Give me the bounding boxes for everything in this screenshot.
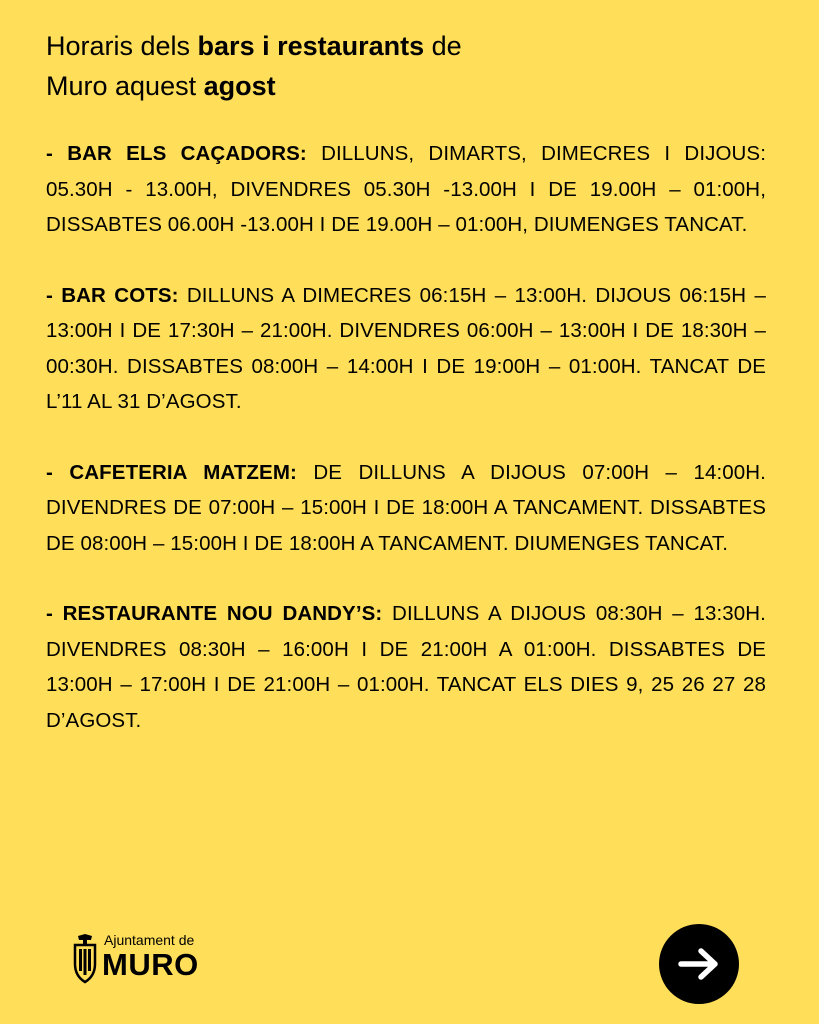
schedule-entry bbox=[46, 455, 766, 562]
title-highlight: bars i restaurants bbox=[197, 31, 425, 61]
venue-name: - RESTAURANTE NOU DANDY’S: bbox=[46, 602, 383, 625]
crest-icon bbox=[72, 934, 98, 984]
venue-name: - BAR COTS: bbox=[46, 283, 179, 307]
venue-hours: DILLUNS A DIMECRES 06:15H – 13:00H. DIJOUS 06:15H – 13:00H I DE 17:30H – 21:00H. DIVENDRES 06:00H – 13:00H I DE 18:30H – 00:30H. DISSABTES 08:00H – 14:00H I DE 19:00H – 01:00H. TANCAT DE L’11 AL 31 D’AGOST. bbox=[46, 283, 766, 413]
ajuntament-logo bbox=[70, 930, 240, 986]
next-button[interactable] bbox=[659, 924, 739, 1004]
title-part: Muro aquest bbox=[46, 71, 204, 101]
venue-name: - BAR ELS CAÇADORS: bbox=[46, 142, 307, 165]
venue-hours: DILLUNS, DIMARTS, DIMECRES I DIJOUS: 05.30H - 13.00H, DIVENDRES 05.30H -13.00H I DE 19.00H – 01:00H, DISSABTES 06.00H -13.00H I DE 19.00H – 01:00H, DIUMENGES TANCAT. bbox=[46, 142, 766, 236]
schedule-entry bbox=[46, 596, 766, 738]
logo-subtitle: Ajuntament de bbox=[104, 932, 195, 948]
title-part: Horaris dels bbox=[46, 31, 198, 61]
logo-title: MURO bbox=[102, 947, 199, 982]
schedule-entry bbox=[46, 136, 766, 243]
schedule-list bbox=[46, 136, 766, 773]
title-highlight: agost bbox=[203, 71, 276, 101]
schedule-entry bbox=[46, 278, 766, 420]
arrow-right-icon bbox=[677, 946, 721, 982]
venue-name: - CAFETERIA MATZEM: bbox=[46, 460, 297, 484]
venue-hours: DILLUNS A DIJOUS 08:30H – 13:30H. DIVENDRES 08:30H – 16:00H I DE 21:00H A 01:00H. DISSABTES DE 13:00H – 17:00H I DE 21:00H – 01:00H. TANCAT ELS DIES 9, 25 26 27 28 D’AGOST. bbox=[46, 602, 766, 732]
title-part: de bbox=[424, 31, 462, 61]
venue-hours: DE DILLUNS A DIJOUS 07:00H – 14:00H. DIVENDRES DE 07:00H – 15:00H I DE 18:00H A TANCAMENT. DISSABTES DE 08:00H – 15:00H I DE 18:00H A TANCAMENT. DIUMENGES TANCAT. bbox=[46, 460, 766, 555]
page-title bbox=[46, 26, 766, 106]
